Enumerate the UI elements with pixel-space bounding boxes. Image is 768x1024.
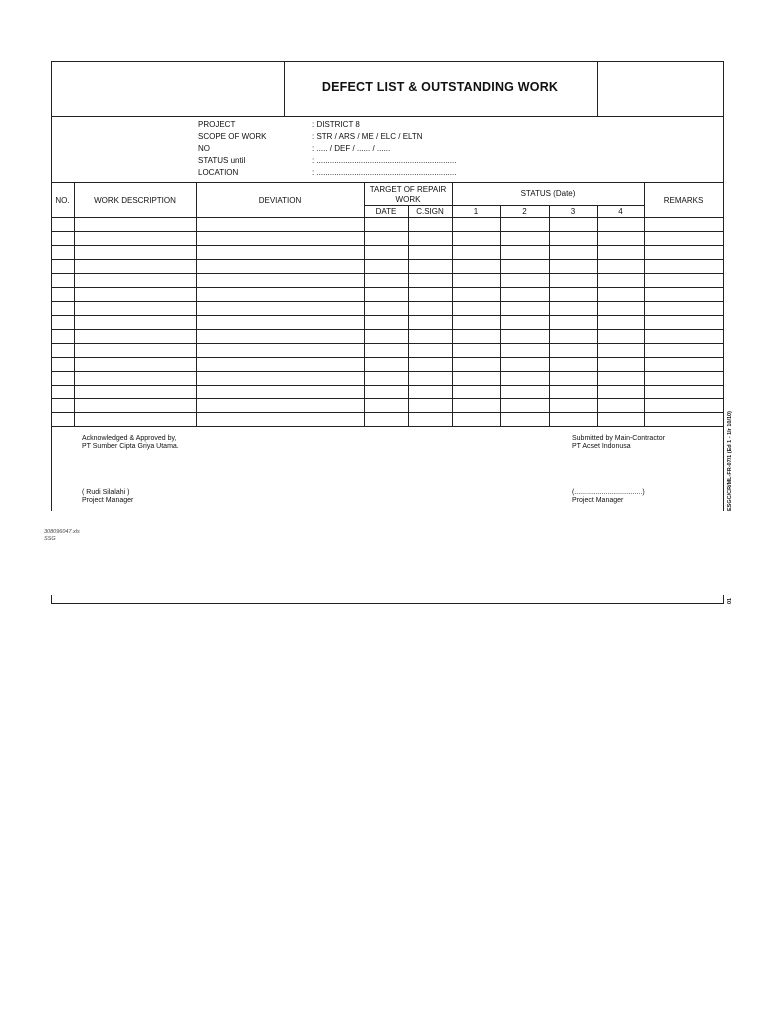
page-bottom-tick-left [51, 595, 52, 604]
sub-name: (...................................) [572, 489, 645, 496]
col-line-csign [452, 182, 453, 426]
table-row [51, 315, 724, 316]
subheader-status-2: 2 [522, 207, 527, 216]
info-value-status: : ............................................................... [312, 156, 457, 165]
header-bottom-border [51, 217, 724, 218]
col-header-remarks: REMARKS [663, 196, 704, 205]
info-label-location: LOCATION [198, 168, 239, 177]
subheader-status-3: 3 [570, 207, 576, 216]
col-line-no [74, 182, 75, 426]
col-header-status: STATUS (Date) [520, 189, 576, 198]
ack-name: ( Rudi Silalahi ) [82, 489, 130, 496]
table-row [51, 245, 724, 246]
info-value-scope: : STR / ARS / ME / ELC / ELTN [312, 132, 423, 141]
form-code-vertical: ESGC/CR/ML-FR-07/1 (Ed 1 - 1Ir 10/10) [727, 411, 733, 511]
table-row [51, 273, 724, 274]
page-number-vertical: 01 [727, 597, 733, 604]
table-row [51, 357, 724, 358]
title-bottom-border [51, 116, 724, 117]
subheader-status-4: 4 [618, 207, 623, 216]
table-row [51, 287, 724, 288]
ack-line1: Acknowledged & Approved by, [82, 435, 177, 442]
table-row [51, 371, 724, 372]
form-left-border [51, 61, 52, 511]
sub-role: Project Manager [572, 497, 624, 504]
sub-line2: PT Acset Indonusa [572, 443, 631, 450]
table-row [51, 231, 724, 232]
table-row [51, 412, 724, 413]
col-header-work: WORK DESCRIPTION [94, 196, 176, 205]
table-row [51, 343, 724, 344]
info-value-no: : ..... / DEF / ...... / ...... [312, 144, 391, 153]
form-right-border [723, 61, 724, 511]
table-row [51, 329, 724, 330]
info-label-no: NO [198, 144, 210, 153]
info-label-scope: SCOPE OF WORK [198, 132, 267, 141]
col-header-no: NO. [55, 196, 70, 205]
col-line-deviation [364, 182, 365, 426]
table-row [51, 259, 724, 260]
info-value-project: : DISTRICT 8 [312, 120, 360, 129]
subheader-status-1: 1 [473, 207, 479, 216]
table-row [51, 301, 724, 302]
form-top-border [51, 61, 724, 62]
col-line-status4 [644, 182, 645, 426]
file-name: 308096047.xls [44, 529, 80, 535]
ack-line2: PT Sumber Cipta Griya Utama. [82, 443, 179, 450]
page-bottom-tick-right [723, 595, 724, 604]
info-label-status: STATUS until [198, 156, 246, 165]
col-header-target: TARGET OF REPAIR WORK [369, 185, 447, 204]
subheader-date: DATE [375, 207, 397, 216]
table-bottom-border [51, 426, 724, 427]
page-bottom-line [51, 603, 724, 604]
subheader-csign: C.SIGN [416, 207, 444, 216]
sub-line1: Submitted by Main-Contractor [572, 435, 665, 442]
info-label-project: PROJECT [198, 120, 236, 129]
col-header-deviation: DEVIATION [258, 196, 302, 205]
info-value-location: : ............................................................... [312, 168, 457, 177]
ack-role: Project Manager [82, 497, 134, 504]
col-line-work [196, 182, 197, 426]
table-row [51, 385, 724, 386]
page-title: DEFECT LIST & OUTSTANDING WORK [321, 80, 559, 94]
file-name-sub: SSG [44, 536, 56, 542]
table-row [51, 398, 724, 399]
table-top-border [51, 182, 724, 183]
title-divider-right [597, 61, 598, 117]
